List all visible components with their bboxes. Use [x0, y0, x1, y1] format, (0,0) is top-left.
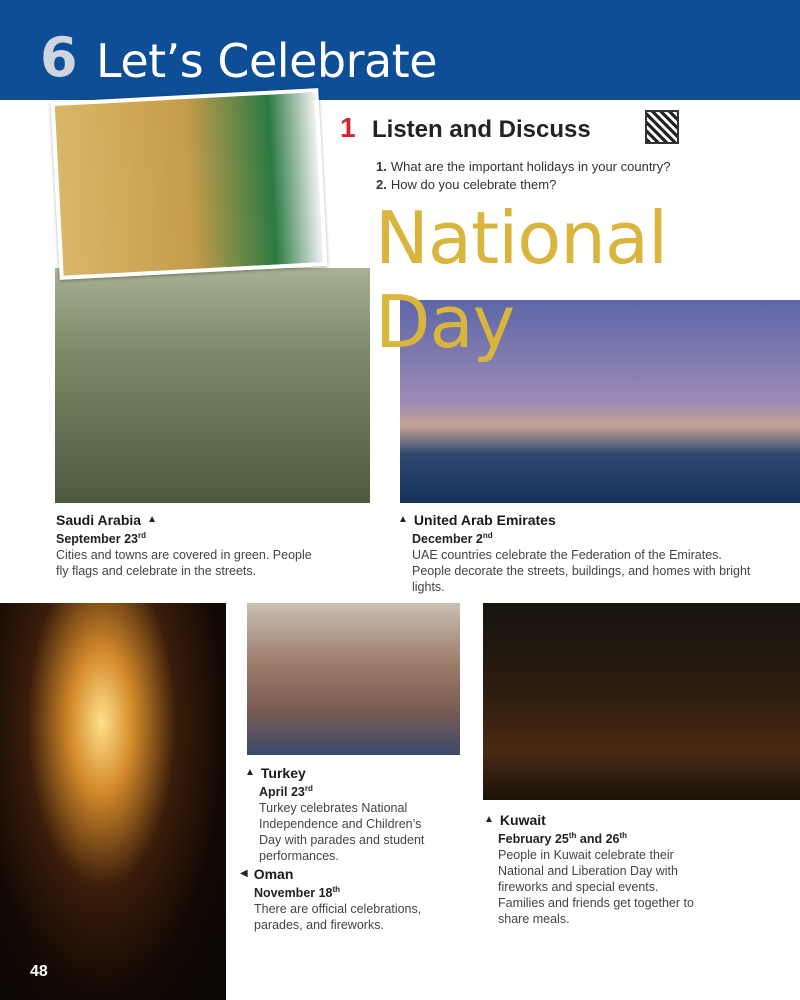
holiday-description: UAE countries celebrate the Federation of the Emirates. People decorate the streets, buildings, and homes with bright lights. — [412, 548, 751, 595]
country-name: Saudi Arabia — [56, 512, 142, 528]
holiday-date: April 23rd — [259, 784, 313, 800]
holiday-date: February 25th and 26th — [498, 831, 628, 847]
country-name: United Arab Emirates — [413, 512, 556, 528]
discussion-questions — [376, 158, 670, 194]
holiday-date: September 23rd — [56, 531, 146, 547]
unit-number: 6 — [40, 26, 78, 89]
caption-uae — [398, 512, 758, 595]
caption-saudi-arabia — [56, 512, 316, 579]
main-title: National Day — [375, 196, 668, 364]
photo-oman-fireworks — [0, 603, 226, 1000]
country-name: Oman — [253, 866, 294, 882]
qr-code-icon[interactable] — [645, 110, 679, 144]
holiday-description: Cities and towns are covered in green. People fly flags and celebrate in the streets. — [56, 548, 312, 579]
photo-saudi-dance — [55, 268, 370, 503]
question-item: 2. How do you celebrate them? — [376, 177, 557, 192]
arrow-up-icon: ▲ — [147, 514, 157, 525]
photo-king — [51, 88, 328, 280]
holiday-date: December 2nd — [412, 531, 493, 547]
caption-oman — [240, 866, 440, 933]
photo-turkey-flags — [247, 603, 460, 755]
arrow-up-icon: ▲ — [245, 767, 255, 778]
arrow-left-icon: ◀ — [240, 868, 248, 879]
unit-title: Let’s Celebrate — [96, 34, 438, 88]
photo-kuwait-lights — [483, 603, 800, 800]
holiday-description: There are official celebrations, parades, and fireworks. — [254, 902, 422, 933]
caption-turkey — [245, 765, 425, 864]
arrow-up-icon: ▲ — [484, 814, 494, 825]
caption-kuwait — [484, 812, 694, 927]
arrow-up-icon: ▲ — [398, 514, 408, 525]
holiday-date: November 18th — [254, 885, 341, 901]
question-item: 1. What are the important holidays in your country? — [376, 159, 671, 174]
holiday-description: People in Kuwait celebrate their National and Liberation Day with fireworks and special events. Families and friends get together to share meals. — [498, 848, 694, 927]
section-number: 1 — [340, 112, 356, 143]
page-number: 48 — [30, 963, 48, 980]
unit-header — [0, 0, 800, 100]
country-name: Turkey — [260, 765, 306, 781]
section-title: Listen and Discuss — [372, 116, 591, 143]
country-name: Kuwait — [499, 812, 546, 828]
holiday-description: Turkey celebrates National Independence and Children’s Day with parades and student performances. — [259, 801, 425, 864]
